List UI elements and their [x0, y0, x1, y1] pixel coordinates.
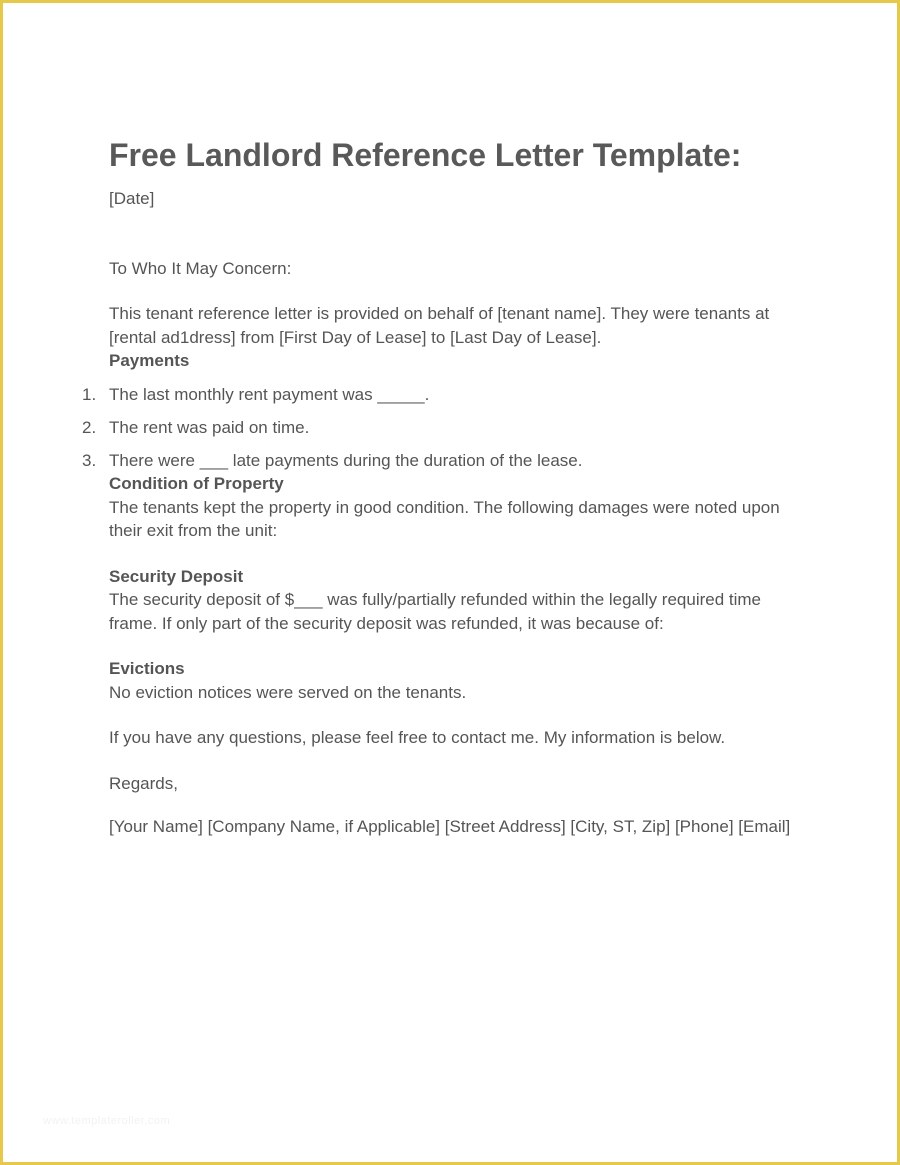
condition-paragraph: The tenants kept the property in good condition. The following damages were noted upon their exit from the unit:	[109, 497, 780, 540]
list-item-text: The last monthly rent payment was _____.	[109, 384, 430, 404]
closing-paragraph: If you have any questions, please feel free to contact me. My information is below.	[109, 728, 726, 747]
deposit-paragraph: The security deposit of $___ was fully/partially refunded within the legally required time frame. If only part of the security deposit was refunded, it was because of:	[109, 590, 762, 633]
deposit-heading: Security Deposit	[109, 566, 244, 586]
list-item	[82, 416, 809, 440]
list-number: 2.	[82, 417, 97, 437]
salutation: To Who It May Concern:	[109, 258, 292, 278]
evictions-heading: Evictions	[109, 659, 185, 678]
letter-body	[82, 133, 809, 839]
date-placeholder: [Date]	[109, 189, 155, 208]
payments-list	[82, 383, 809, 473]
document-title: Free Landlord Reference Letter Template:	[109, 137, 742, 173]
condition-heading: Condition of Property	[109, 474, 284, 493]
intro-paragraph: This tenant reference letter is provided on behalf of [tenant name]. They were tenants at [rental ad1dress] from [First Day of Lease] to [Last Day of Lease].	[109, 304, 770, 347]
list-item	[82, 383, 809, 407]
watermark: www.templateroller.com	[43, 1115, 171, 1127]
list-number: 1.	[82, 384, 97, 404]
payments-heading: Payments	[109, 351, 190, 370]
list-item-text: There were ___ late payments during the duration of the lease.	[109, 450, 583, 470]
regards-line: Regards,	[109, 773, 178, 793]
evictions-paragraph: No eviction notices were served on the tenants.	[109, 682, 467, 702]
list-item	[82, 449, 809, 473]
signature-block: [Your Name] [Company Name, if Applicable] [Street Address] [City, ST, Zip] [Phone] [Email]	[109, 817, 791, 836]
list-number: 3.	[82, 450, 97, 470]
list-item-text: The rent was paid on time.	[109, 417, 310, 437]
